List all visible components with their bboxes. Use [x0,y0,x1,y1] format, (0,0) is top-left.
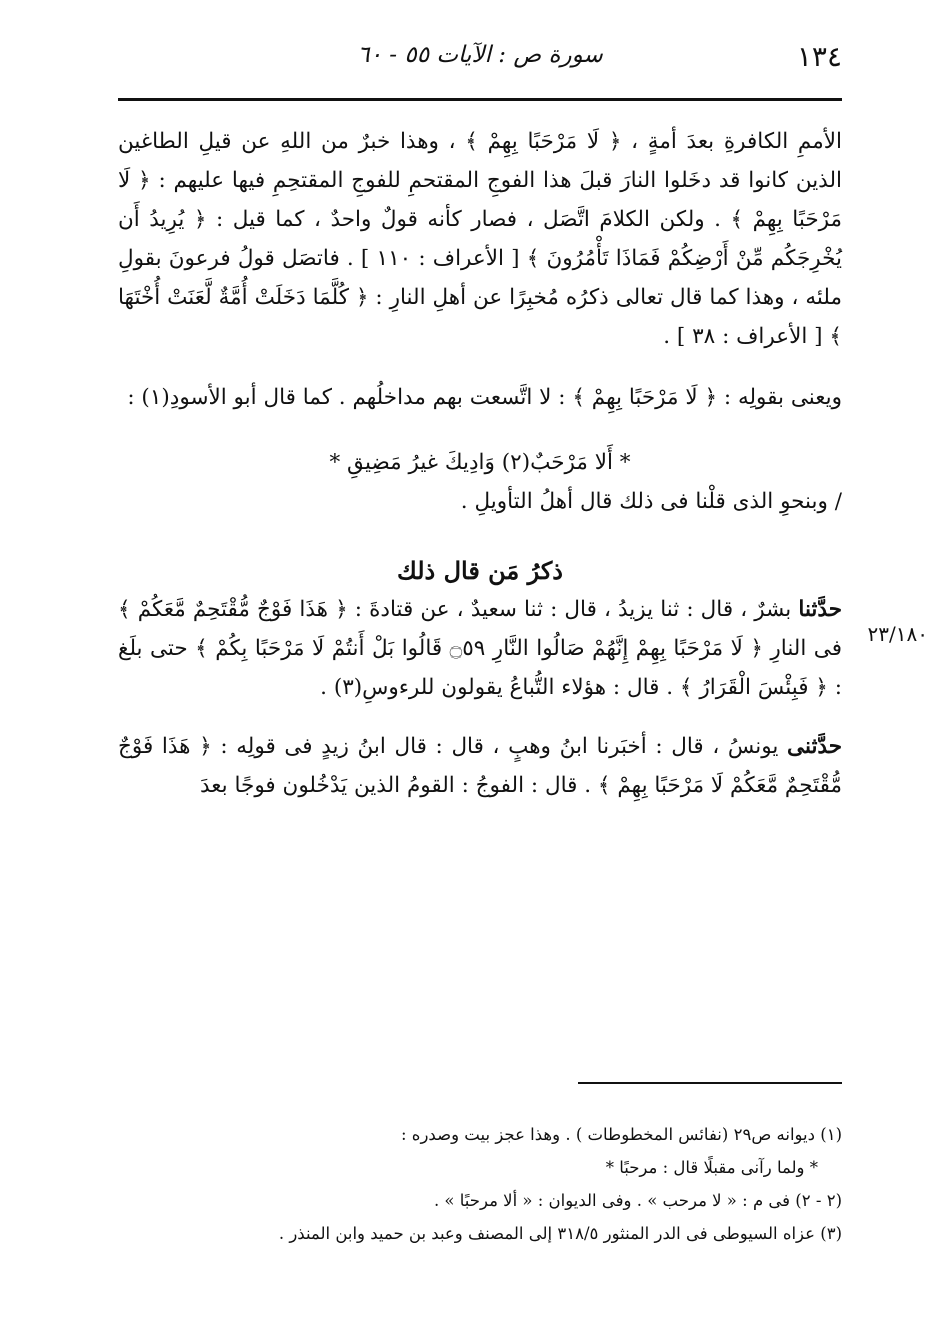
section-heading: ذكرُ مَن قال ذلك [397,556,563,585]
header-rule [118,98,842,101]
paragraph-3: / وبنحوِ الذى قلْنا فى ذلك قال أهلُ التأويلِ . [460,489,842,514]
footnote-rule [578,1082,842,1084]
main-text [118,122,842,805]
paragraph-4 [118,590,842,707]
margin-reference: ٢٣/١٨٠ [867,622,928,646]
paragraph-4-lead: حدَّثنا [798,597,842,622]
paragraph-5 [118,727,842,805]
running-title: سورة ص : الآيات ٥٥ - ٦٠ [357,42,603,68]
footnotes [118,1118,842,1250]
paragraph-5-lead: حدَّثنى [787,734,842,759]
paragraph-2: ويعنى بقولِه : ﴿ لَا مَرْحَبًا بِهِمْ ﴾ : لا اتَّسعت بهم مداخلُهم . كما قال أبو الأسودِ(١) : [127,385,842,410]
paragraph-4-text: بشرٌ ، قال : ثنا يزيدُ ، قال : ثنا سعيدٌ ، عن قتادةَ : ﴿ هَذَا فَوْجٌ مُّقْتَحِمٌ مَّعَكُمْ ﴾ فى النارِ ﴿ لَا مَرْحَبًا بِهِمْ إِنَّهُمْ صَالُوا النَّارِ ۝٥٩ قَالُوا بَلْ أَنتُمْ لَا مَرْحَبًا بِكُمْ ﴾ حتى بلَغ : ﴿ فَبِئْسَ الْقَرَارُ ﴾ . قال : هؤلاء التُّباعُ يقولون للرءوسِ(٣) . [118,597,842,700]
page-header [118,40,842,86]
footnote-1-verse: * ولما رآنى مقبلًا قال : مرحبًا * [605,1158,818,1177]
footnote-1: (١) ديوانه ص٢٩ (نفائس المخطوطات ) . وهذا عجز بيت وصدره : [401,1125,842,1144]
footnote-3: (٣) عزاه السيوطى فى الدر المنثور ٣١٨/٥ إلى المصنف وعبد بن حميد وابن المنذر . [278,1224,842,1243]
paragraph-5-text: يونسُ ، قال : أخبَرنا ابنُ وهبٍ ، قال : قال ابنُ زيدٍ فى قولِه : ﴿ هَذَا فَوْجٌ مُّقْتَحِمٌ مَّعَكُمْ لَا مَرْحَبًا بِهِمْ ﴾ . قال : الفوجُ : القومُ الذين يَدْخُلون فوجًا بعدَ [118,734,842,798]
page-number: ١٣٤ [796,40,842,73]
footnote-2: (٢ - ٢) فى م : « لا مرحب » . وفى الديوان : « ألا مرحبًا » . [433,1191,842,1210]
poetry-verse: * أَلا مَرْحَبٌ(٢) وَادِيكَ غيرُ مَضِيقِ * [329,450,631,475]
paragraph-1: الأممِ الكافرةِ بعدَ أمةٍ ، ﴿ لَا مَرْحَبًا بِهِمْ ﴾ ، وهذا خبرٌ من اللهِ عن قيلِ الطاغين الذين كانوا قد دخَلوا النارَ قبلَ هذا الفوجِ المقتحمِ للفوجِ المقتحِمِ فيها عليهم : ﴿ لَا مَرْحَبًا بِهِمْ ﴾ . ولكن الكلامَ اتَّصَل ، فصار كأنه قولٌ واحدٌ ، كما قيل : ﴿ يُرِيدُ أَن يُخْرِجَكُم مِّنْ أَرْضِكُمْ فَمَاذَا تَأْمُرُونَ ﴾ [ الأعراف : ١١٠ ] . فاتصَل قولُ فرعونَ بقولِ ملئه ، وهذا كما قال تعالى ذكرُه مُخبِرًا عن أهلِ النارِ : ﴿ كُلَّمَا دَخَلَتْ أُمَّةٌ لَّعَنَتْ أُخْتَهَا ﴾ [ الأعراف : ٣٨ ] . [118,129,842,349]
